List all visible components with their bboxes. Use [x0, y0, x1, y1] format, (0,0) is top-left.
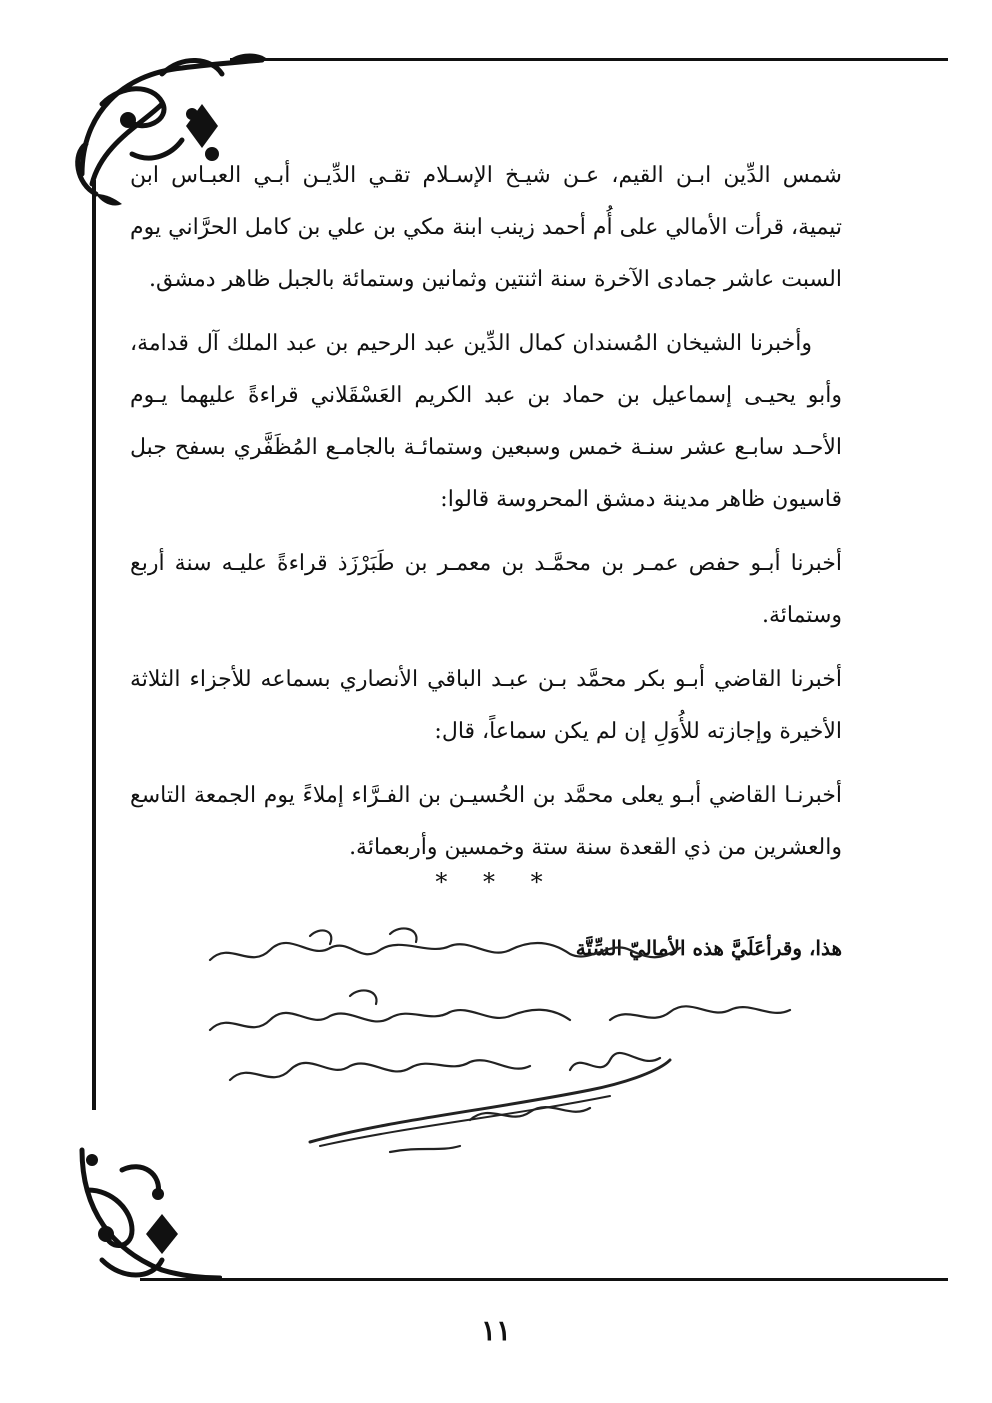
section-separator: * * *: [435, 868, 557, 896]
body-text: [130, 150, 842, 886]
paragraph-2: وأخبرنا الشيخان المُسندان كمال الدِّين عبد الرحيم بن عبد الملك آل قدامة، وأبو يحيـى إسماعيل بن حماد بن عبد الكريم العَسْقَلاني قراءةً عليهما يـوم الأحـد سابـع عشر سنـة خمس وسبعين وستمائـة بالجامـع المُظَفَّري بسفح جبل قاسيون ظاهر مدينة دمشق المحروسة قالوا:: [130, 331, 842, 512]
frame-bottom-line: [140, 1278, 948, 1281]
page-number: ١١: [480, 1314, 512, 1347]
paragraph-3: أخبرنا أبـو حفص عمـر بن محمَّـد بن معمـر بن طَبَرْزَذ قراءةً عليـه سنة أربع وستمائة.: [130, 551, 842, 628]
frame-top-line: [230, 58, 948, 61]
paragraph-5: أخبرنـا القاضي أبـو يعلى محمَّد بن الحُسيـن بن الفـرَّاء إملاءً يوم الجمعة التاسع والعشرين من ذي القعدة سنة ستة وخمسين وأربعمائة.: [130, 783, 842, 860]
reading-note-printed: هذا، وقرأعَلَيَّ هذه الأماليّ السِّتَّة: [575, 936, 842, 960]
handwritten-signature-icon: [190, 920, 870, 1160]
frame-left-line: [92, 180, 96, 1110]
paragraph-1: شمس الدِّين ابـن القيم، عـن شيـخ الإسـلام تقـي الدِّيـن أبـي العبـاس ابن تيمية، قرأت الأمالي على أُم أحمد زينب ابنة مكي بن علي بن كامل الحرَّاني يوم السبت عاشر جمادى الآخرة سنة اثنتين وثمانين وستمائة بالجبل ظاهر دمشق.: [130, 163, 842, 292]
paragraph-4: أخبرنا القاضي أبـو بكر محمَّد بـن عبـد الباقي الأنصاري بسماعه للأجزاء الثلاثة الأخيرة وإجازته للأُوَلِ إن لم يكن سماعاً، قال:: [130, 667, 842, 744]
